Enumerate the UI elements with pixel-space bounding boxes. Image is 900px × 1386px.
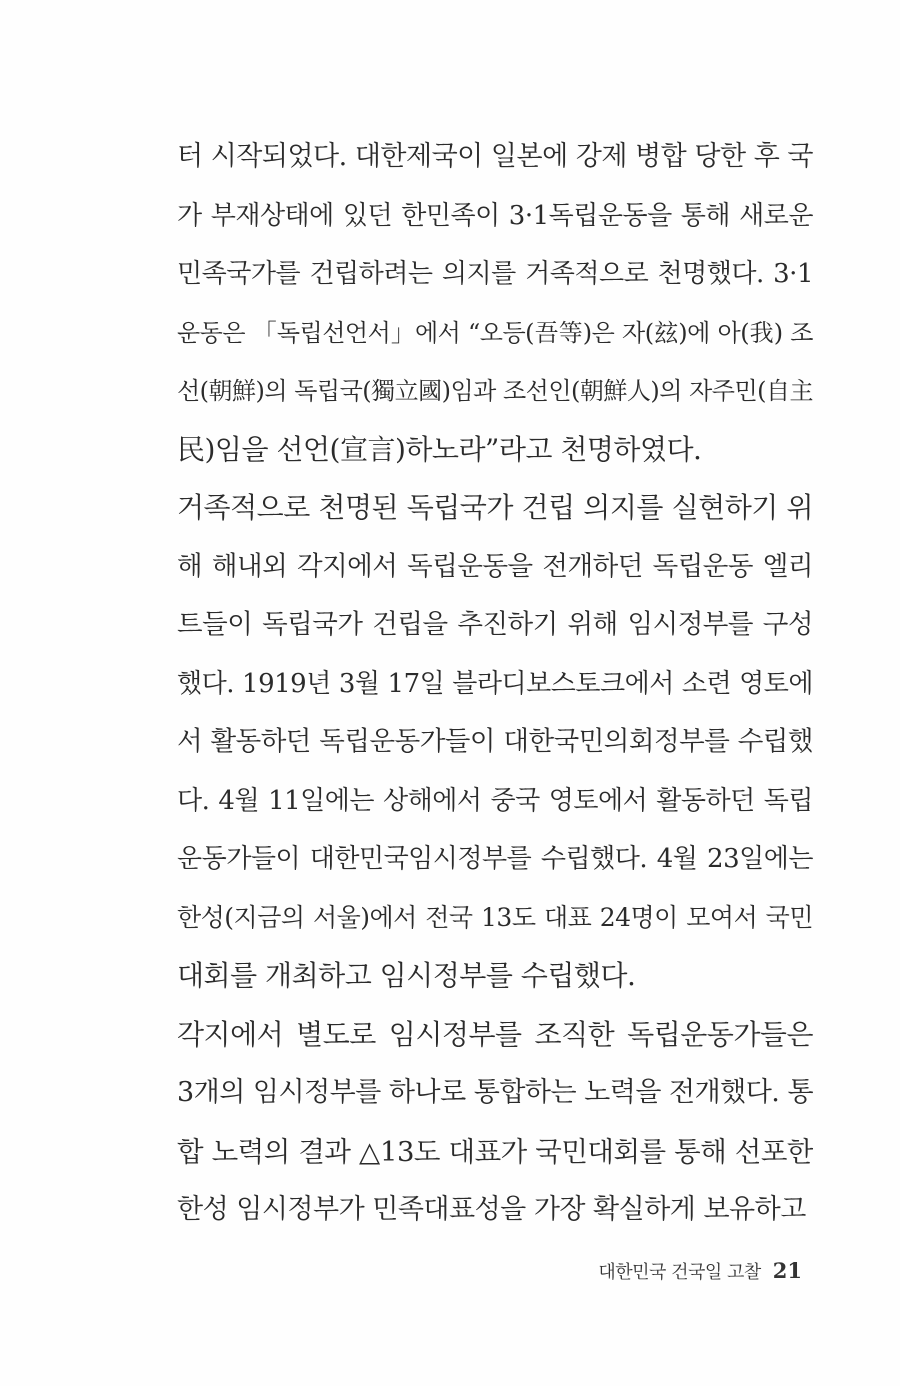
text-line: 운동가들이 대한민국임시정부를 수립했다. 4월 23일에는 (177, 844, 813, 874)
text-line: 가 부재상태에 있던 한민족이 3·1독립운동을 통해 새로운 (177, 200, 813, 231)
text-line: 운동은 「독립선언서」에서 “오등(吾等)은 자(玆)에 아(我) 조 (177, 318, 813, 347)
text-line: 했다. 1919년 3월 17일 블라디보스토크에서 소련 영토에 (177, 668, 813, 699)
text-line: 각지에서 별도로 임시정부를 조직한 독립운동가들은 (177, 1017, 813, 1051)
text-line: 해 해내외 각지에서 독립운동을 전개하던 독립운동 엘리 (177, 550, 813, 582)
page-number: 21 (772, 1258, 802, 1283)
text-line: 민족국가를 건립하려는 의지를 거족적으로 천명했다. 3·1 (177, 259, 813, 289)
page-footer (598, 1258, 802, 1284)
body-text (177, 128, 813, 1240)
text-line: 선(朝鮮)의 독립국(獨立國)임과 조선인(朝鮮人)의 자주민(自主 (177, 377, 813, 405)
paragraph (177, 479, 813, 1006)
text-line: 거족적으로 천명된 독립국가 건립 의지를 실현하기 위 (177, 491, 813, 524)
text-line: 합 노력의 결과 △13도 대표가 국민대회를 통해 선포한 (177, 1135, 813, 1168)
running-footer-title: 대한민국 건국일 고찰 (598, 1262, 761, 1283)
text-line: 3개의 임시정부를 하나로 통합하는 노력을 전개했다. 통 (177, 1077, 813, 1108)
text-line: 서 활동하던 독립운동가들이 대한국민의회정부를 수립했 (177, 726, 813, 757)
text-line: 대회를 개최하고 임시정부를 수립했다. (177, 959, 636, 992)
text-line: 트들이 독립국가 건립을 추진하기 위해 임시정부를 구성 (177, 609, 813, 640)
text-line: 民)임을 선언(宣言)하노라”라고 천명하였다. (177, 432, 702, 466)
text-line: 한성(지금의 서울)에서 전국 13도 대표 24명이 모여서 국민 (177, 902, 813, 932)
paragraph (177, 128, 813, 479)
text-line: 한성 임시정부가 민족대표성을 가장 확실하게 보유하고 (177, 1194, 806, 1225)
text-line: 다. 4월 11일에는 상해에서 중국 영토에서 활동하던 독립 (177, 785, 813, 816)
paragraph (177, 1006, 813, 1240)
text-line: 터 시작되었다. 대한제국이 일본에 강제 병합 당한 후 국 (177, 141, 813, 172)
